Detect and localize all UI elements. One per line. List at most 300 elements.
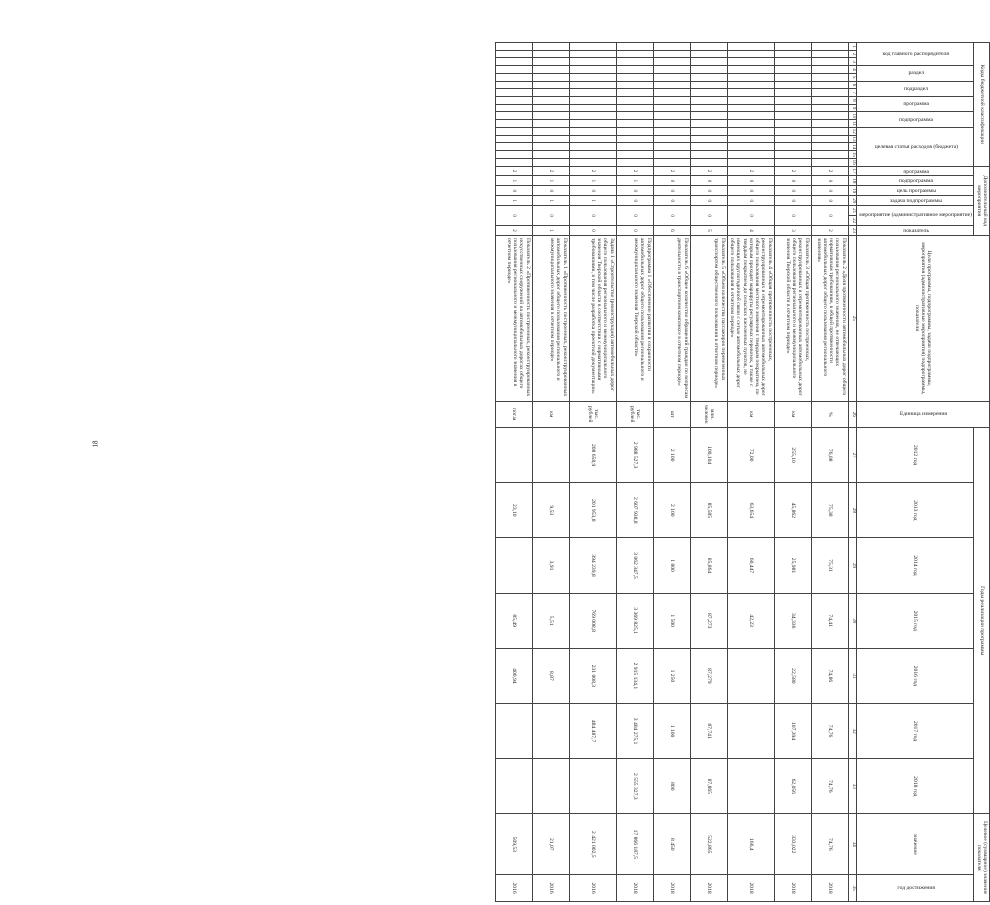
budget-code-cell [774, 104, 811, 112]
year-value-cell: 75,38 [811, 483, 848, 538]
budget-code-cell [811, 151, 848, 159]
year-value-cell: 3 369 825,1 [616, 593, 653, 648]
budget-code-cell [569, 135, 616, 143]
activity-code-cell: 0 [532, 186, 569, 196]
budget-code-cell [811, 112, 848, 120]
activity-col-header: цель программы [856, 186, 974, 196]
measure-description: Подпрограмма 1 «Обеспечение развития и сохранности автомобильных дорог общего пользования регионального и межмуниципального значения Тверской области» [616, 235, 653, 401]
budget-code-cell [774, 50, 811, 58]
year-value-cell: 2 100 [653, 428, 690, 483]
activity-code-cell: 0 [690, 186, 727, 196]
budget-code-cell [690, 120, 727, 128]
column-index-cell: 34 [848, 814, 856, 875]
budget-code-cell [653, 43, 690, 51]
activity-code-cell: 2 [727, 166, 774, 176]
table-row [774, 43, 811, 902]
budget-code-cell [690, 89, 727, 97]
budget-code-cell [616, 143, 653, 151]
budget-col-header: целевая статья расходов (бюджета) [856, 127, 974, 166]
column-index-cell: 22 [848, 216, 856, 226]
budget-code-cell [532, 81, 569, 89]
column-index-cell: 8 [848, 97, 856, 105]
column-index-cell: 33 [848, 759, 856, 814]
budget-code-cell [495, 43, 532, 51]
year-value-cell: 100,104 [690, 428, 727, 483]
year-value-cell: 63,654 [727, 483, 774, 538]
year-value-cell: 87,741 [690, 703, 727, 758]
year-value-cell: 60,447 [727, 538, 774, 593]
year-value-cell [727, 703, 774, 758]
budget-code-cell [532, 89, 569, 97]
activity-code-cell: 1 [532, 226, 569, 236]
activity-code-cell: 0 [690, 176, 727, 186]
unit-cell: км [532, 401, 569, 427]
budget-code-cell [616, 58, 653, 66]
budget-code-cell [569, 127, 616, 135]
target-year-cell: 2018 [774, 875, 811, 902]
budget-code-cell [811, 127, 848, 135]
year-value-cell: 769 008,8 [569, 593, 616, 648]
activity-code-cell: 2 [690, 166, 727, 176]
budget-code-cell [616, 112, 653, 120]
budget-code-cell [532, 127, 569, 135]
target-value-cell: 74,76 [811, 814, 848, 875]
activity-code-cell: 0 [616, 186, 653, 196]
budget-code-cell [727, 104, 774, 112]
year-value-cell: 2 988 527,3 [616, 428, 653, 483]
budget-code-cell [569, 58, 616, 66]
column-index-cell: 5 [848, 73, 856, 81]
activity-code-cell: 0 [532, 206, 569, 226]
measure-description: Показатель 2 «Доля протяженности автомобильных дорог общего пользования регионального значения, не отвечающих нормативным требованиям, в общей протяженности автомобильных дорог общего пользования регионального значения» [811, 235, 848, 401]
budget-code-cell [569, 104, 616, 112]
year-value-cell: 45,862 [774, 483, 811, 538]
year-value-cell: 85,585 [690, 483, 727, 538]
year-value-cell: 1 100 [653, 703, 690, 758]
target-value-cell: 17 866 187,5 [616, 814, 653, 875]
budget-code-cell [727, 73, 774, 81]
table-row [495, 43, 532, 902]
column-index-cell: 18 [848, 176, 856, 186]
activity-col-header: мероприятие (административное мероприятие) [856, 206, 974, 226]
measure-header: Цели программы, подпрограммы, задачи подпрограммы, мероприятия (административные мероприятия) подпрограммы, показатели [856, 235, 989, 401]
budget-code-cell [532, 58, 569, 66]
measure-description: Показатель 4 «Общая протяженность построенных, реконструированных и отремонтированных автомобильных дорог общего пользования местного значения с твердым покрытием, по которым проходят маршруты регулярных перевозок, а также с твердым покрытием до сельских населенных пунктов, не имеющих круглогодичной связи с сетью автомобильных дорог общего пользования в отчетном периоде» [727, 235, 774, 401]
table-body [495, 43, 856, 902]
activity-code-cell: 0 [616, 206, 653, 226]
budget-code-cell [653, 127, 690, 135]
year-value-cell [727, 648, 774, 703]
column-index-cell: 31 [848, 648, 856, 703]
budget-code-cell [569, 66, 616, 74]
column-index-cell: 13 [848, 135, 856, 143]
budget-code-cell [774, 135, 811, 143]
budget-code-cell [653, 151, 690, 159]
year-value-cell [532, 428, 569, 483]
target-year-cell: 2018 [690, 875, 727, 902]
budget-code-cell [690, 43, 727, 51]
budget-code-cell [727, 58, 774, 66]
year-value-cell: 484 487,7 [569, 703, 616, 758]
unit-cell: км [727, 401, 774, 427]
budget-code-cell [727, 66, 774, 74]
table-row [569, 43, 616, 902]
budget-codes-header: Коды бюджетной классификации [974, 43, 990, 167]
column-index-cell: 6 [848, 81, 856, 89]
activity-code-cell: 0 [690, 206, 727, 226]
budget-code-cell [653, 81, 690, 89]
budget-code-cell [495, 158, 532, 166]
budget-col-header: раздел [856, 66, 974, 81]
budget-code-cell [727, 50, 774, 58]
budget-code-cell [727, 127, 774, 135]
budget-col-header: подраздел [856, 81, 974, 96]
year-col-header: 2013 год [856, 483, 974, 538]
measure-description: Задача 1 «Строительство (реконструкция) автомобильных дорог общего пользования регионального и межмуниципального значения Тверской области в соответствии с нормативными требованиями, в том числе разработка проектной документации» [569, 235, 616, 401]
budget-code-cell [811, 73, 848, 81]
table-row [690, 43, 727, 902]
budget-code-cell [811, 89, 848, 97]
target-value-cell: 166,4 [727, 814, 774, 875]
budget-code-cell [569, 112, 616, 120]
budget-code-cell [569, 89, 616, 97]
budget-code-cell [690, 104, 727, 112]
year-value-cell: 394 239,8 [569, 538, 616, 593]
year-col-header: 2015 год [856, 593, 974, 648]
budget-code-cell [774, 120, 811, 128]
column-index-cell: 23 [848, 226, 856, 236]
table-row [616, 43, 653, 902]
target-year-cell: 2016 [495, 875, 532, 902]
column-index-cell: 32 [848, 703, 856, 758]
year-value-cell: 400,94 [495, 648, 532, 703]
activity-code-cell: 4 [727, 226, 774, 236]
activity-code-cell: 2 [774, 166, 811, 176]
budget-code-cell [653, 112, 690, 120]
budget-code-cell [774, 151, 811, 159]
activity-code-cell: 0 [811, 186, 848, 196]
activity-code-cell: 2 [495, 166, 532, 176]
budget-code-cell [774, 58, 811, 66]
activity-code-cell: 0 [811, 176, 848, 186]
target-value-cell: 333,022 [774, 814, 811, 875]
budget-code-cell [811, 43, 848, 51]
year-value-cell: 800 [653, 759, 690, 814]
activity-codes-header: Дополнительный код мероприятия [974, 166, 990, 235]
budget-code-cell [569, 50, 616, 58]
budget-code-cell [616, 89, 653, 97]
budget-code-cell [569, 143, 616, 151]
measure-description: Показатель 3 «Общая протяженность построенных, реконструированных и отремонтированных автомобильных дорог общего пользования регионального и межмуниципального значения Тверской области в отчетном периоде» [774, 235, 811, 401]
activity-code-cell: 2 [495, 226, 532, 236]
activity-code-cell: 0 [653, 206, 690, 226]
unit-cell: млн. человек [690, 401, 727, 427]
budget-code-cell [653, 58, 690, 66]
budget-code-cell [727, 97, 774, 105]
budget-code-cell [690, 97, 727, 105]
budget-code-cell [811, 104, 848, 112]
target-year-cell: 2018 [653, 875, 690, 902]
column-index-cell: 25 [848, 235, 856, 401]
target-year-cell: 2018 [727, 875, 774, 902]
column-index-cell: 2 [848, 50, 856, 58]
budget-code-cell [774, 66, 811, 74]
activity-code-cell: 0 [774, 196, 811, 206]
column-index-cell: 7 [848, 89, 856, 97]
budget-code-cell [690, 81, 727, 89]
column-index-cell: 12 [848, 127, 856, 135]
budget-code-cell [532, 50, 569, 58]
year-value-cell: 1 250 [653, 648, 690, 703]
budget-code-cell [727, 89, 774, 97]
activity-code-cell: 0 [727, 206, 774, 226]
year-value-cell: 34,336 [774, 593, 811, 648]
activity-code-cell: 0 [495, 206, 532, 226]
column-index-cell: 9 [848, 104, 856, 112]
activity-code-cell: 0 [495, 186, 532, 196]
year-value-cell [495, 428, 532, 483]
unit-cell: тыс. рублей [616, 401, 653, 427]
column-index-cell: 29 [848, 538, 856, 593]
budget-code-cell [495, 120, 532, 128]
budget-code-cell [495, 127, 532, 135]
year-value-cell: 201 953,8 [569, 483, 616, 538]
budget-code-cell [495, 97, 532, 105]
column-index-cell: 26 [848, 401, 856, 427]
budget-code-cell [532, 158, 569, 166]
target-value-cell: 8 450 [653, 814, 690, 875]
year-value-cell: 74,41 [811, 593, 848, 648]
table-row [653, 43, 690, 902]
budget-code-cell [495, 50, 532, 58]
column-index-cell: 14 [848, 143, 856, 151]
year-value-cell: 2 555 327,3 [616, 759, 653, 814]
activity-col-header: показатель [856, 226, 974, 236]
year-col-header: 2012 год [856, 428, 974, 483]
activity-code-cell: 3 [774, 226, 811, 236]
budget-code-cell [653, 158, 690, 166]
budget-code-cell [774, 73, 811, 81]
budget-code-cell [653, 73, 690, 81]
activity-code-cell: 0 [727, 176, 774, 186]
column-index-cell: 3 [848, 58, 856, 66]
budget-col-header: код главного распорядителя [856, 43, 974, 66]
activity-col-header: программа [856, 166, 974, 176]
column-index-cell: 17 [848, 166, 856, 176]
budget-code-cell [569, 120, 616, 128]
target-col-header: год достижения [856, 875, 974, 902]
year-value-cell: 87,279 [690, 648, 727, 703]
target-header: Целевое (суммарное) значение показателя [974, 814, 990, 902]
unit-header: Единица измерения [856, 401, 989, 427]
column-index-cell: 20 [848, 196, 856, 206]
budget-code-cell [495, 73, 532, 81]
budget-code-cell [727, 135, 774, 143]
activity-col-header: задача подпрограммы [856, 196, 974, 206]
activity-code-cell: 0 [653, 196, 690, 206]
year-col-header: 2017 год [856, 703, 974, 758]
activity-code-cell: 1 [569, 176, 616, 186]
activity-code-cell: 0 [616, 196, 653, 206]
unit-cell: % [811, 401, 848, 427]
target-value-cell: 509,53 [495, 814, 532, 875]
activity-code-cell: 2 [811, 226, 848, 236]
budget-code-cell [811, 66, 848, 74]
budget-code-cell [653, 104, 690, 112]
column-index-cell: 10 [848, 112, 856, 120]
budget-col-header: подпрограмма [856, 112, 974, 127]
activity-code-cell: 2 [569, 166, 616, 176]
budget-code-cell [811, 97, 848, 105]
budget-code-cell [495, 89, 532, 97]
budget-code-cell [569, 97, 616, 105]
budget-code-cell [653, 97, 690, 105]
budget-code-cell [495, 66, 532, 74]
budget-code-cell [774, 43, 811, 51]
budget-code-cell [690, 73, 727, 81]
budget-code-cell [616, 97, 653, 105]
budget-code-cell [532, 112, 569, 120]
target-year-cell: 2016 [532, 875, 569, 902]
budget-code-cell [495, 81, 532, 89]
activity-code-cell: 1 [495, 176, 532, 186]
budget-code-cell [690, 112, 727, 120]
measure-description: Показатель 6 «Общее количество обращений граждан по вопросам деятельности в транспортном комплексе в отчетном периоде» [653, 235, 690, 401]
activity-code-cell: 0 [727, 186, 774, 196]
year-value-cell: 74,86 [811, 648, 848, 703]
column-index-cell: 11 [848, 120, 856, 128]
budget-code-cell [569, 81, 616, 89]
budget-code-cell [774, 97, 811, 105]
budget-code-cell [774, 89, 811, 97]
budget-code-cell [616, 50, 653, 58]
measure-description: Показатель 5 «Объем количества пассажиров перевезенных транспортом общественного пользования в отчетном периоде» [690, 235, 727, 401]
budget-code-cell [690, 158, 727, 166]
budget-code-cell [774, 127, 811, 135]
budget-code-cell [569, 151, 616, 159]
year-value-cell [532, 759, 569, 814]
target-year-cell: 2018 [616, 875, 653, 902]
year-value-cell [569, 759, 616, 814]
column-index-cell: 35 [848, 875, 856, 902]
year-value-cell: 8,87 [532, 648, 569, 703]
year-value-cell: 85,49 [495, 593, 532, 648]
year-value-cell: 62,056 [774, 759, 811, 814]
budget-code-cell [495, 58, 532, 66]
year-value-cell: 2 915 134,1 [616, 648, 653, 703]
budget-code-cell [811, 158, 848, 166]
activity-code-cell: 0 [811, 206, 848, 226]
year-value-cell [495, 703, 532, 758]
unit-cell: пог.м [495, 401, 532, 427]
budget-code-cell [653, 135, 690, 143]
year-value-cell: 2 607 938,8 [616, 483, 653, 538]
target-year-cell: 2016 [569, 875, 616, 902]
year-value-cell: 23,10 [495, 483, 532, 538]
budget-code-cell [727, 120, 774, 128]
table-row [532, 43, 569, 902]
target-col-header: значение [856, 814, 974, 875]
activity-code-cell: 0 [727, 196, 774, 206]
unit-cell: км [774, 401, 811, 427]
year-value-cell [727, 759, 774, 814]
column-index-cell: 30 [848, 593, 856, 648]
column-index-cell: 19 [848, 186, 856, 196]
program-indicators-table [495, 42, 990, 902]
budget-code-cell [727, 158, 774, 166]
budget-code-cell [690, 66, 727, 74]
year-value-cell: 231 008,3 [569, 648, 616, 703]
activity-code-cell: 1 [532, 176, 569, 186]
budget-code-cell [616, 66, 653, 74]
year-col-header: 2014 год [856, 538, 974, 593]
activity-code-cell: 6 [653, 226, 690, 236]
activity-code-cell: 0 [616, 226, 653, 236]
budget-code-cell [653, 66, 690, 74]
budget-code-cell [811, 135, 848, 143]
budget-code-cell [495, 104, 532, 112]
budget-code-cell [774, 112, 811, 120]
year-value-cell: 1 500 [653, 593, 690, 648]
measure-description: Показатель 2 «Протяженность построенных, реконструированных искусственных сооружений на автомобильных дорогах общего пользования регионального и межмуниципального значения в отчетном периоде» [495, 235, 532, 401]
budget-code-cell [616, 81, 653, 89]
target-year-cell: 2018 [811, 875, 848, 902]
budget-code-cell [690, 58, 727, 66]
budget-code-cell [653, 50, 690, 58]
target-value-cell: 21,07 [532, 814, 569, 875]
rotated-table-sheet [490, 42, 990, 902]
budget-code-cell [616, 73, 653, 81]
year-value-cell: 208 658,9 [569, 428, 616, 483]
budget-code-cell [616, 120, 653, 128]
year-value-cell: 2 100 [653, 483, 690, 538]
year-value-cell: 255,10 [774, 428, 811, 483]
column-index-cell: 16 [848, 158, 856, 166]
budget-code-cell [774, 158, 811, 166]
year-value-cell: 3 062 347,5 [616, 538, 653, 593]
activity-code-cell: 2 [616, 166, 653, 176]
year-value-cell [532, 703, 569, 758]
budget-code-cell [690, 135, 727, 143]
activity-code-cell: 0 [569, 226, 616, 236]
budget-code-cell [653, 143, 690, 151]
budget-code-cell [616, 104, 653, 112]
budget-code-cell [727, 112, 774, 120]
budget-code-cell [811, 81, 848, 89]
budget-code-cell [532, 97, 569, 105]
year-value-cell: 74,76 [811, 759, 848, 814]
year-col-header: 2016 год [856, 648, 974, 703]
budget-code-cell [532, 143, 569, 151]
activity-code-cell: 1 [532, 196, 569, 206]
page-number: 18 [91, 440, 100, 448]
column-index-row [848, 43, 856, 902]
activity-code-cell: 5 [690, 226, 727, 236]
year-value-cell: 3 404 275,1 [616, 703, 653, 758]
activity-code-cell: 2 [811, 166, 848, 176]
year-value-cell: 76,08 [811, 428, 848, 483]
activity-code-cell: 0 [690, 196, 727, 206]
budget-code-cell [690, 127, 727, 135]
year-col-header: 2018 год [856, 759, 974, 814]
column-index-cell: 28 [848, 483, 856, 538]
budget-code-cell [495, 112, 532, 120]
budget-code-cell [616, 43, 653, 51]
budget-code-cell [495, 151, 532, 159]
activity-code-cell: 1 [569, 196, 616, 206]
budget-code-cell [774, 81, 811, 89]
budget-code-cell [690, 143, 727, 151]
